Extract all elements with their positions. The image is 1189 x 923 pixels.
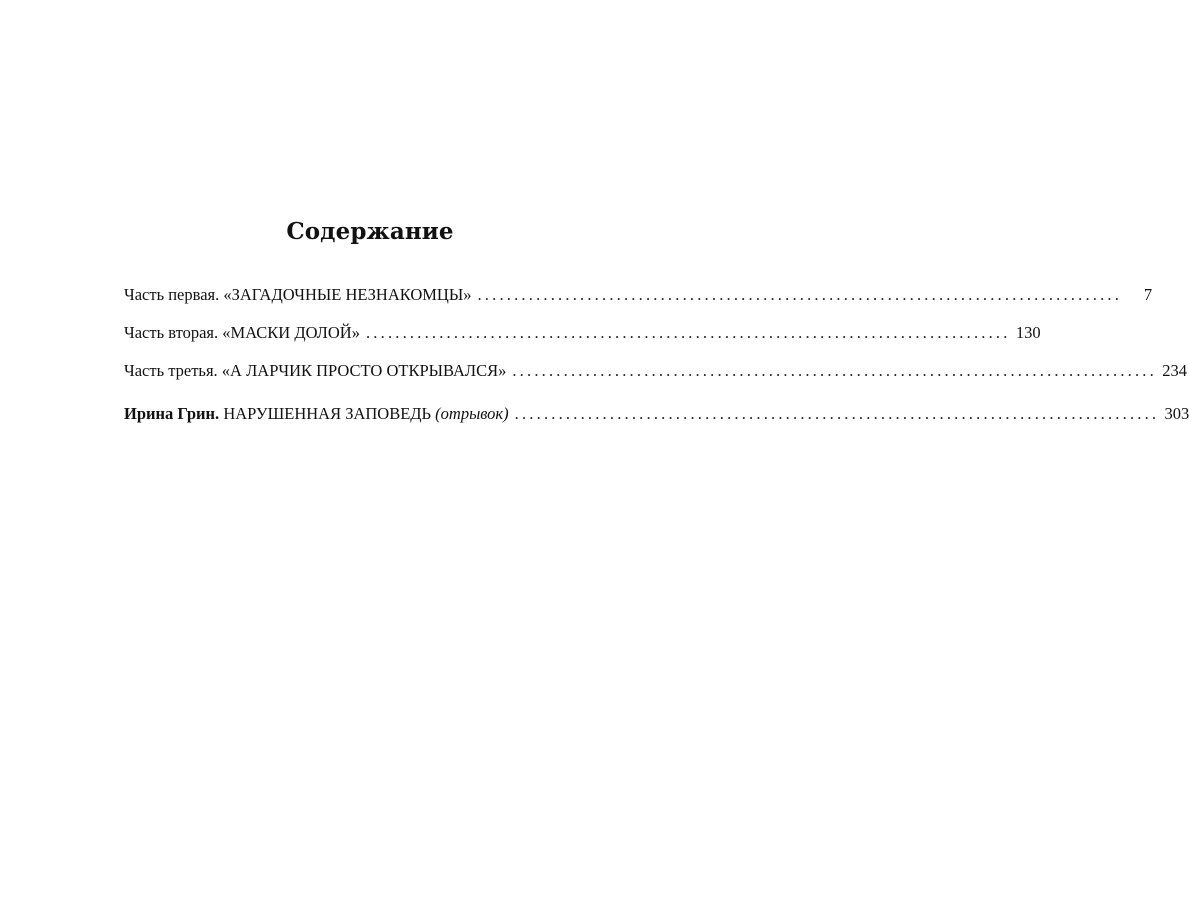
toc-entry-appendix[interactable] xyxy=(124,401,1189,427)
toc-entry-label: Часть первая. «ЗАГАДОЧНЫЕ НЕЗНАКОМЦЫ» xyxy=(124,285,472,304)
dot-leader: ........................................................................................ xyxy=(477,285,1123,304)
toc-entry-label xyxy=(124,401,509,427)
table-of-contents xyxy=(124,282,1189,439)
toc-page-number: 303 xyxy=(1164,404,1189,423)
toc-entry-label: Часть третья. «А ЛАРЧИК ПРОСТО ОТКРЫВАЛСЯ» xyxy=(124,361,507,380)
toc-entry-part-1[interactable] xyxy=(124,282,1153,308)
toc-page-number: 7 xyxy=(1143,285,1153,304)
appendix-work-title: НАРУШЕННАЯ ЗАПОВЕДЬ xyxy=(223,404,432,423)
toc-page-number: 234 xyxy=(1162,361,1187,380)
toc-entry-part-2[interactable] xyxy=(124,320,1041,346)
toc-page-number: 130 xyxy=(1015,323,1041,342)
page-title: Содержание xyxy=(286,218,454,245)
dot-leader: ........................................................................................ xyxy=(514,404,1160,423)
dot-leader: ........................................................................................ xyxy=(512,361,1157,380)
appendix-note: (отрывок) xyxy=(435,404,509,423)
toc-entry-part-3[interactable] xyxy=(124,358,1187,384)
toc-entry-label: Часть вторая. «МАСКИ ДОЛОЙ» xyxy=(124,323,360,342)
dot-leader: ........................................................................................ xyxy=(365,323,1011,342)
appendix-author: Ирина Грин. xyxy=(124,404,220,423)
